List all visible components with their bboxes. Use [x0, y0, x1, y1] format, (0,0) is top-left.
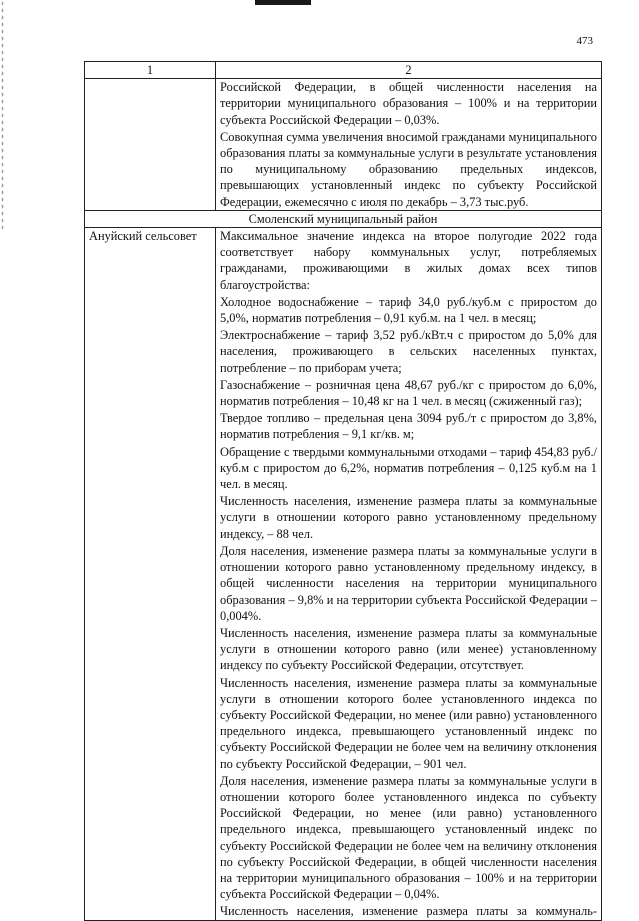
entry-row: [85, 228, 602, 921]
section-title: Смоленский муниципальный район: [85, 210, 602, 227]
continued-row: [85, 79, 602, 211]
entry-text-cell: [216, 228, 602, 921]
municipality-name: Ануйский сельсовет: [85, 228, 216, 921]
paragraph: Совокупная сумма увеличения вносимой гражданами муниципального образования платы за коммунальные услуги в результате установления по муниципальному образованию предельных индексов, превышающих установленный индекс по субъекту Российской Федерации, ежемесячно с июля по декабрь – 3,73 тыс.руб.: [220, 129, 597, 209]
paragraph: Российской Федерации, в общей численности населения на территории муниципального образования – 100% и на территории субъекта Российской Федерации – 0,03%.: [220, 80, 597, 127]
page-number: 473: [576, 35, 593, 47]
paragraph: Холодное водоснабжение – тариф 34,0 руб./куб.м с приростом до 5,0%, норматив потребления – 0,91 куб.м. на 1 чел. в месяц;: [220, 294, 597, 326]
paragraph: Доля населения, изменение размера платы за коммунальные услуги в отношении которого более установленного индекса по субъекту Российской Федерации, но менее (или равно) установленного предельного индекса, превышающего установленный индекс по субъекту Российской Федерации не более чем на величину отклонения по субъекту Российской Федерации, в общей численности населения на территории муниципального образования – 100% и на территории субъекта Российской Федерации – 0,04%.: [220, 773, 597, 902]
paragraph: Газоснабжение – розничная цена 48,67 руб./кг с приростом до 6,0%, норматив потребления – 10,48 кг на 1 чел. в месяц (сжиженный газ);: [220, 377, 597, 409]
paragraph: Численность населения, изменение размера платы за коммуналь-: [220, 904, 597, 919]
paragraph: Максимальное значение индекса на второе полугодие 2022 года соответствует набору коммунальных услуг, потребляемых гражданами, проживающими в жилых домах всех типов благоустройства:: [220, 229, 597, 292]
paragraph: Электроснабжение – тариф 3,52 руб./кВт.ч с приростом до 5,0% для населения, проживающего в сельских населенных пунктах, потребление – по приборам учета;: [220, 328, 597, 375]
table-header-row: [85, 62, 602, 79]
paragraph: Численность населения, изменение размера платы за коммунальные услуги в отношении которого равно установленному предельному индексу, – 88 чел.: [220, 494, 597, 541]
scan-artifact-bar: [255, 0, 311, 5]
paragraph: Численность населения, изменение размера платы за коммунальные услуги в отношении которого равно (или менее) установленному индексу по субъекту Российской Федерации, отсутствует.: [220, 625, 597, 673]
column-header-1: 1: [85, 62, 216, 79]
paragraph: Твердое топливо – предельная цена 3094 руб./т с приростом до 3,8%, норматив потребления – 9,1 кг/кв. м;: [220, 411, 597, 442]
section-row: [85, 210, 602, 227]
column-header-2: 2: [216, 62, 602, 79]
continued-row-name-cell: [85, 79, 216, 211]
paragraph: Доля населения, изменение размера платы за коммунальные услуги в отношении которого равно установленному предельному индексу, в общей численности населения на территории муниципального образования – 9,8% и на территории субъекта Российской Федерации – 0,004%.: [220, 543, 597, 623]
paragraph: Численность населения, изменение размера платы за коммунальные услуги в отношении которого более установленного индекса по субъекту Российской Федерации, но менее (или равно) установленного предельного индекса, превышающего установленный индекс по субъекту Российской Федерации не более чем на величину отклонения по субъекту Российской Федерации, – 901 чел.: [220, 675, 597, 771]
paragraph: Обращение с твердыми коммунальными отходами – тариф 454,83 руб./куб.м с приростом до 6,2%, норматив потребления – 0,125 куб.м на 1 чел. в месяц.: [220, 444, 597, 492]
continued-row-text-cell: [216, 79, 602, 211]
tariff-table: [84, 61, 602, 921]
scan-edge-dots: [1, 0, 4, 230]
